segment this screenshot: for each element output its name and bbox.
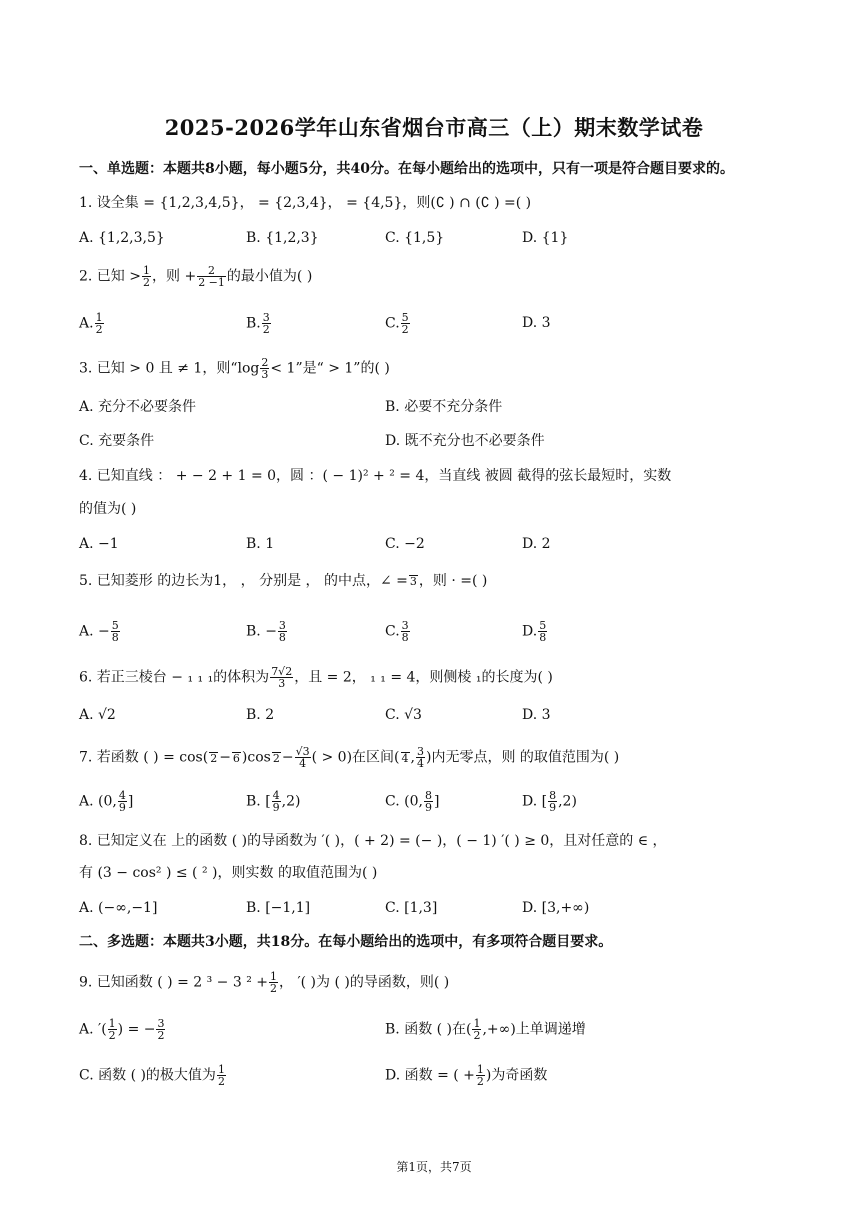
q9-option-c: C. 函数 ( )的极大值为 $\frac{1}{2}$ [79, 1063, 225, 1088]
q4-option-d: D. 2 [522, 536, 551, 552]
q6-option-a: A. √2 [79, 707, 116, 723]
q3-option-a: A. 充分不必要条件 [79, 399, 197, 415]
q1-option-b: B. {1,2,3} [246, 230, 319, 246]
q2-option-c: C. $\frac{5}{2}$ [385, 311, 409, 336]
q5-option-c: C. $\frac{3}{8}$ [385, 619, 409, 644]
q8-option-a: A. (−∞,−1] [79, 900, 158, 916]
question-9: 9. 已知函数 ( ) = 2 ³ − 3 ² + $\frac{1}{2}$ ， ′( )为 ( )的导函数，则( ) [79, 970, 450, 995]
question-6: 6. 若正三棱台 − ₁ ₁ ₁的体积为 $\frac{7√2}{3}$ ，且 = 2， ₁ ₁ = 4，则侧棱 ₁的长度为( ) [79, 665, 553, 690]
q7-option-d: D. [ $\frac{8}{9}$ ,2) [522, 789, 577, 814]
page-footer: 第1页，共7页 [396, 1160, 472, 1174]
question-4-line-2: 的值为( ) [79, 501, 137, 517]
q6-option-c: C. √3 [385, 707, 422, 723]
section-multi-choice: 二、多选题：本题共3小题，共18分。在每小题给出的选项中，有多项符合题目要求。 [79, 934, 613, 950]
fraction: $\frac{2}{2 -1}$ [198, 264, 225, 289]
q7-option-a: A. (0, $\frac{4}{9}$ ] [79, 789, 134, 814]
q4-option-b: B. 1 [246, 536, 275, 552]
q4-option-c: C. −2 [385, 536, 425, 552]
question-7: 7. 若函数 ( ) = cos( 2 − 6 )cos 2 − $\frac{√3}{4}$ ( > 0)在区间( 4 , $\frac{3}{4}$ )内无零点，则 的取值范围为( ) [79, 745, 620, 770]
q8-option-d: D. [3,+∞) [522, 900, 590, 916]
question-8-line-1: 8. 已知定义在 上的函数 ( )的导函数为 ′( )，( + 2) = (− )，( − 1) ′( ) ≥ 0，且对任意的 ∈ ， [79, 833, 667, 849]
q6-option-b: B. 2 [246, 707, 275, 723]
q5-option-a: A. − $\frac{5}{8}$ [79, 619, 119, 644]
q7-option-b: B. [ $\frac{4}{9}$ ,2) [246, 789, 301, 814]
q5-option-b: B. − $\frac{3}{8}$ [246, 619, 286, 644]
q2-option-d: D. 3 [522, 315, 551, 331]
q1-option-a: A. {1,2,3,5} [79, 230, 165, 246]
q8-option-b: B. [−1,1] [246, 900, 311, 916]
question-2: 2. 已知 > $\frac{1}{2}$ ，则 + $\frac{2}{2 -1}$ 的最小值为( ) [79, 264, 313, 289]
q9-option-a: A. ′( $\frac{1}{2}$ ) = − $\frac{3}{2}$ [79, 1017, 165, 1042]
q6-option-d: D. 3 [522, 707, 551, 723]
exam-title: 2025-2026学年山东省烟台市高三（上）期末数学试卷 [164, 115, 704, 140]
section-single-choice: 一、单选题：本题共8小题，每小题5分，共40分。在每小题给出的选项中，只有一项是符合题目要求的。 [79, 161, 734, 177]
q9-option-b: B. 函数 ( )在( $\frac{1}{2}$ ,+∞)上单调递增 [385, 1017, 586, 1042]
question-8-line-2: 有 (3 − cos² ) ≤ ( ² )，则实数 的取值范围为( ) [79, 865, 378, 881]
fraction: $\frac{1}{2}$ [143, 264, 150, 289]
question-4-line-1: 4. 已知直线 ： + − 2 + 1 = 0，圆 ：( − 1)² + ² = 4，当直线 被圆 截得的弦长最短时，实数 [79, 468, 672, 484]
q8-option-c: C. [1,3] [385, 900, 438, 916]
q3-option-d: D. 既不充分也不必要条件 [385, 433, 545, 449]
q1-option-c: C. {1,5} [385, 230, 445, 246]
question-5: 5. 已知菱形 的边长为1， ， 分别是 ， 的中点，∠ = 3 ，则 · =( ) [79, 573, 488, 589]
question-1: 1. 设全集 = {1,2,3,4,5}， = {2,3,4}， = {4,5}，则(∁ ) ∩ (∁ ) =( ) [79, 195, 532, 211]
q3-option-c: C. 充要条件 [79, 433, 155, 449]
q4-option-a: A. −1 [79, 536, 119, 552]
q2-option-a: A. $\frac{1}{2}$ [79, 311, 103, 336]
question-3: 3. 已知 > 0 且 ≠ 1，则“log $\frac{2}{3}$ < 1”是“ > 1”的( ) [79, 356, 390, 381]
q9-option-d: D. 函数 = ( + $\frac{1}{2}$ )为奇函数 [385, 1063, 548, 1088]
q3-option-b: B. 必要不充分条件 [385, 399, 503, 415]
q5-option-d: D. $\frac{5}{8}$ [522, 619, 547, 644]
q7-option-c: C. (0, $\frac{8}{9}$ ] [385, 789, 440, 814]
q1-option-d: D. {1} [522, 230, 569, 246]
q2-option-b: B. $\frac{3}{2}$ [246, 311, 270, 336]
